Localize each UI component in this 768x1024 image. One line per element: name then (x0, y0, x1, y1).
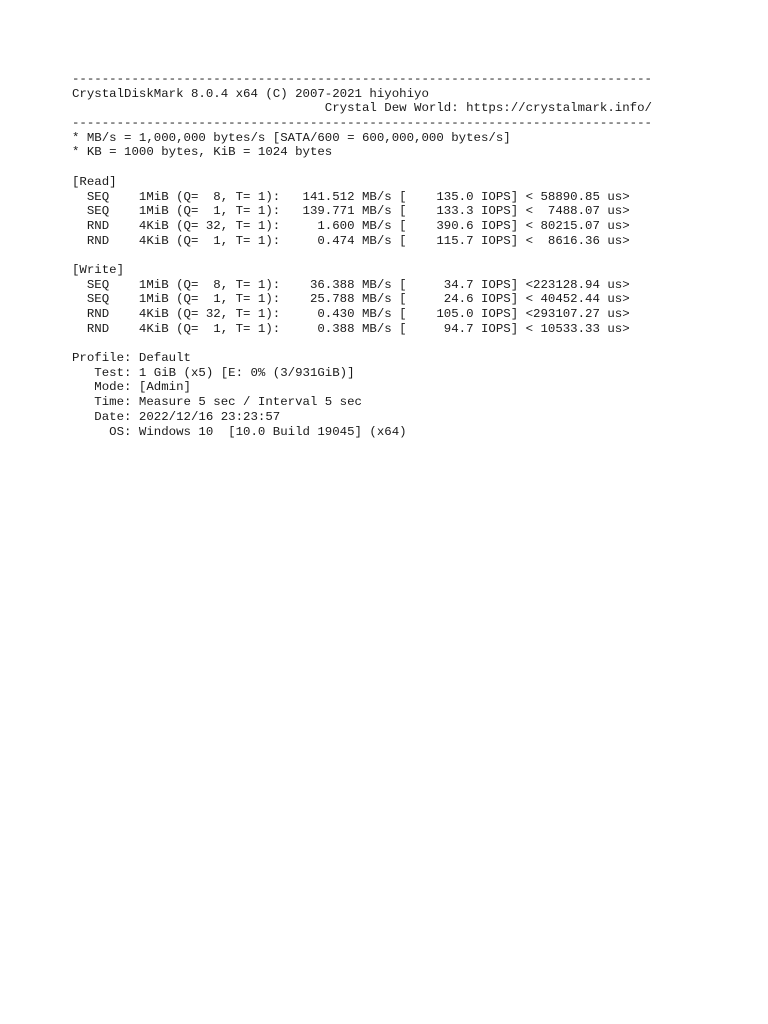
profile-line: OS: Windows 10 [10.0 Build 19045] (x64) (72, 424, 407, 439)
read-result-row: RND 4KiB (Q= 32, T= 1): 1.600 MB/s [ 390.6 IOPS] < 80215.07 us> (72, 218, 630, 233)
note-line: * KB = 1000 bytes, KiB = 1024 bytes (72, 145, 333, 160)
benchmark-report (72, 72, 652, 439)
read-heading: [Read] (72, 174, 117, 189)
blank-line (72, 248, 652, 263)
profile-line: Date: 2022/12/16 23:23:57 (72, 409, 281, 424)
write-heading: [Write] (72, 262, 125, 277)
write-result-row: SEQ 1MiB (Q= 8, T= 1): 36.388 MB/s [ 34.7 IOPS] <223128.94 us> (72, 277, 630, 292)
write-result-row: SEQ 1MiB (Q= 1, T= 1): 25.788 MB/s [ 24.6 IOPS] < 40452.44 us> (72, 292, 630, 307)
report-title: CrystalDiskMark 8.0.4 x64 (C) 2007-2021 hiyohiyo (72, 86, 429, 101)
profile-line: Time: Measure 5 sec / Interval 5 sec (72, 395, 362, 410)
header-rule-bottom: ------------------------------------------------------------------------------ (72, 116, 652, 131)
note-line: * MB/s = 1,000,000 bytes/s [SATA/600 = 600,000,000 bytes/s] (72, 130, 511, 145)
header-rule-top: ------------------------------------------------------------------------------ (72, 72, 652, 86)
blank-line (72, 336, 652, 351)
read-result-row: RND 4KiB (Q= 1, T= 1): 0.474 MB/s [ 115.7 IOPS] < 8616.36 us> (72, 233, 630, 248)
read-result-row: SEQ 1MiB (Q= 1, T= 1): 139.771 MB/s [ 133.3 IOPS] < 7488.07 us> (72, 204, 630, 219)
read-result-row: SEQ 1MiB (Q= 8, T= 1): 141.512 MB/s [ 135.0 IOPS] < 58890.85 us> (72, 189, 630, 204)
website-line: Crystal Dew World: https://crystalmark.info/ (72, 101, 652, 116)
profile-line: Mode: [Admin] (72, 380, 191, 395)
blank-line (72, 160, 652, 175)
write-result-row: RND 4KiB (Q= 32, T= 1): 0.430 MB/s [ 105.0 IOPS] <293107.27 us> (72, 307, 630, 321)
profile-line: Profile: Default (72, 351, 191, 366)
profile-line: Test: 1 GiB (x5) [E: 0% (3/931GiB)] (72, 365, 355, 380)
write-result-row: RND 4KiB (Q= 1, T= 1): 0.388 MB/s [ 94.7 IOPS] < 10533.33 us> (72, 321, 630, 336)
